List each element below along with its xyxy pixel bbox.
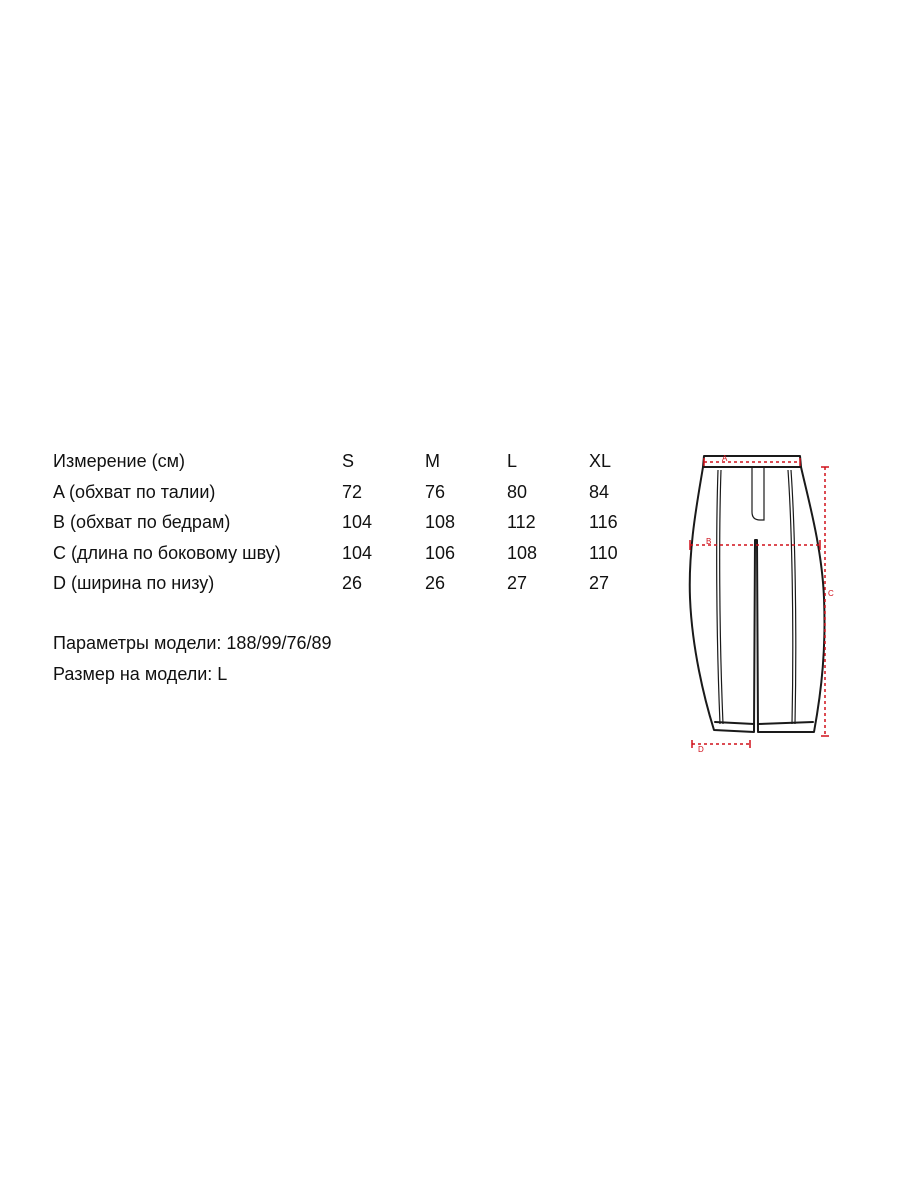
model-info [53, 628, 332, 690]
crease-left-inner [720, 470, 723, 724]
header-size-xl: XL [589, 451, 612, 471]
size-table [53, 446, 653, 599]
row-value-s: 104 [342, 512, 373, 532]
row-value-s: 104 [342, 542, 373, 563]
row-value-m: 108 [425, 512, 456, 532]
row-value-xl: 27 [589, 573, 610, 593]
trousers-body [690, 467, 825, 732]
trousers-measurement-icon [680, 448, 840, 758]
crease-right-inner [791, 470, 796, 724]
row-value-xl: 84 [589, 481, 610, 502]
row-value-m: 76 [425, 481, 446, 502]
model-size: Размер на модели: L [53, 664, 228, 684]
trousers-details [717, 468, 796, 724]
row-value-m: 106 [425, 542, 456, 563]
row-value-l: 27 [507, 573, 528, 593]
label-d: D [698, 745, 704, 754]
model-params: Параметры модели: 188/99/76/89 [53, 633, 332, 653]
fly [752, 468, 764, 520]
row-label: C (длина по боковому шву) [53, 542, 281, 563]
row-label: D (ширина по низу) [53, 573, 215, 593]
header-size-l: L [507, 451, 518, 471]
row-value-s: 72 [342, 481, 363, 502]
row-value-xl: 116 [589, 512, 618, 532]
table-row [53, 477, 653, 508]
table-row [53, 568, 653, 599]
row-value-l: 112 [507, 512, 536, 532]
table-row [53, 538, 653, 569]
label-a: A [722, 454, 728, 463]
hem-right [758, 722, 813, 724]
header-measurement: Измерение (см) [53, 451, 185, 471]
row-value-s: 26 [342, 573, 363, 593]
header-size-s: S [342, 451, 355, 471]
row-label: B (обхват по бедрам) [53, 512, 231, 532]
row-value-l: 108 [507, 542, 538, 563]
trousers-outline [690, 456, 825, 732]
hem-left [715, 722, 754, 724]
header-size-m: M [425, 451, 440, 471]
table-header-row [53, 446, 653, 477]
crease-right [788, 470, 793, 724]
row-value-xl: 110 [589, 542, 618, 563]
table-row [53, 507, 653, 538]
row-value-m: 26 [425, 573, 446, 593]
row-label: A (обхват по талии) [53, 481, 216, 502]
row-value-l: 80 [507, 481, 528, 502]
label-c: C [828, 589, 834, 598]
label-b: B [706, 537, 712, 546]
